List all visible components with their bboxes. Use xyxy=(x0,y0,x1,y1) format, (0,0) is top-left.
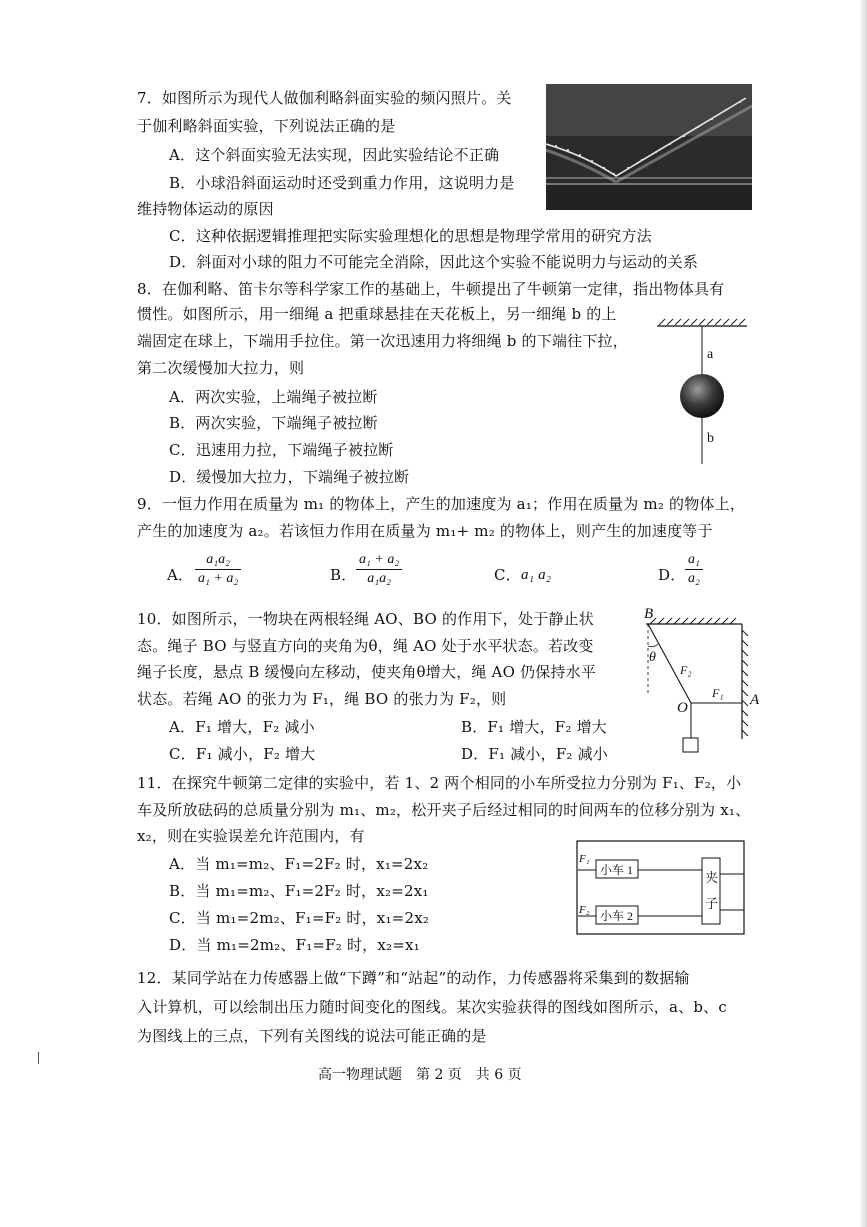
q8-option-d: D．缓慢加大拉力，下端绳子被拉断 xyxy=(169,468,410,486)
q8-option-c: C．迅速用力拉，下端绳子被拉断 xyxy=(169,441,394,459)
q8-option-a: A．两次实验，上端绳子被拉断 xyxy=(169,388,378,406)
rope-tension-diagram xyxy=(636,604,764,762)
q7-option-a: A．这个斜面实验无法实现，因此实验结论不正确 xyxy=(169,146,500,164)
q11-option-a: A．当 m₁=m₂、F₁=2F₂ 时，x₁=2x₂ xyxy=(169,855,429,873)
q10-option-c: C．F₁ 减小，F₂ 增大 xyxy=(169,745,316,763)
q9-line: 产生的加速度为 a₂。若该恒力作用在质量为 m₁+ m₂ 的物体上，则产生的加速度等于 xyxy=(137,522,713,540)
q11-line: 11．在探究牛顿第二定律的实验中，若 1、2 两个相同的小车所受拉力分别为 F₁、F₂，小 xyxy=(137,774,742,792)
q11-line: x₂，则在实验误差允许范围内，有 xyxy=(137,827,365,845)
q8-line: 端固定在球上，下端用手拉住。第一次迅速用力将细绳 b 的下端往下拉， xyxy=(137,332,628,350)
q9-a-numerator: a₁a₂ xyxy=(195,551,241,570)
cart-2-label: 小车 2 xyxy=(600,909,634,923)
q9-line: 9．一恒力作用在质量为 m₁ 的物体上，产生的加速度为 a₁；作用在质量为 m₂ 的物体上， xyxy=(137,495,746,513)
cart-force-f2-label: F₂ xyxy=(579,904,590,916)
q12-line: 12．某同学站在力传感器上做“下蹲”和“站起”的动作，力传感器将采集到的数据输 xyxy=(137,969,690,987)
clip-label-bottom: 子 xyxy=(705,896,719,911)
q7-option-b: B．小球沿斜面运动时还受到重力作用，这说明力是 xyxy=(169,174,515,192)
theta-label: θ xyxy=(649,650,656,665)
q9-option-d-label: D． xyxy=(658,566,686,584)
q9-option-b-fraction xyxy=(356,551,402,588)
rope-a-label: a xyxy=(707,347,714,362)
q7-option-d: D．斜面对小球的阻力不可能完全消除，因此这个实验不能说明力与运动的关系 xyxy=(169,253,699,271)
q8-option-b: B．两次实验，下端绳子被拉断 xyxy=(169,414,378,432)
q10-line: 10．如图所示，一物块在两根轻绳 AO、BO 的作用下，处于静止状 xyxy=(137,610,594,628)
q9-option-b-label: B． xyxy=(330,566,357,584)
q9-d-numerator: a₁ xyxy=(685,551,703,570)
point-o-label: O xyxy=(677,700,688,716)
q9-option-c: a₁ a₂ xyxy=(521,567,552,583)
q11-option-b: B．当 m₁=m₂、F₁=2F₂ 时，x₂=2x₁ xyxy=(169,882,429,900)
q8-line: 8．在伽利略、笛卡尔等科学家工作的基础上，牛顿提出了牛顿第一定律，指出物体具有 xyxy=(137,280,725,298)
q7-option-c: C．这种依据逻辑推理把实际实验理想化的思想是物理学常用的研究方法 xyxy=(169,227,652,245)
q11-option-d: D．当 m₁=2m₂、F₁=F₂ 时，x₂=x₁ xyxy=(169,936,420,954)
q7-option-b-cont: 维持物体运动的原因 xyxy=(137,200,274,218)
scan-edge-shadow xyxy=(859,0,867,1227)
galileo-strobe-photo xyxy=(546,84,752,210)
q10-line: 态。绳子 BO 与竖直方向的夹角为θ，绳 AO 处于水平状态。若改变 xyxy=(137,637,594,655)
q7-line: 于伽利略斜面实验，下列说法正确的是 xyxy=(137,117,396,135)
q9-option-d-fraction xyxy=(685,551,703,588)
scan-mark xyxy=(38,1052,39,1064)
q8-line: 第二次缓慢加大拉力，则 xyxy=(137,359,305,377)
hanging-ball-diagram xyxy=(655,316,755,466)
page-footer: 高一物理试题 第 2 页 共 6 页 xyxy=(318,1067,522,1083)
q9-a-denominator: a₁ + a₂ xyxy=(198,571,239,586)
q10-option-d: D．F₁ 减小，F₂ 减小 xyxy=(461,745,609,763)
q9-option-a-fraction xyxy=(195,551,241,588)
f1-label: F₁ xyxy=(712,686,724,700)
q9-d-denominator: a₂ xyxy=(688,571,700,586)
clip-label-top: 夹 xyxy=(705,870,719,885)
q9-b-numerator: a₁ + a₂ xyxy=(356,551,402,570)
point-b-label: B xyxy=(644,606,654,622)
q8-line: 惯性。如图所示，用一细绳 a 把重球悬挂在天花板上，另一细绳 b 的上 xyxy=(137,305,617,323)
q11-line: 车及所放砝码的总质量分别为 m₁、m₂，松开夹子后经过相同的时间两车的位移分别为 x₁、 xyxy=(137,801,751,819)
q9-b-denominator: a₁a₂ xyxy=(367,571,391,586)
q7-line: 7．如图所示为现代人做伽利略斜面实验的频闪照片。关 xyxy=(137,89,512,107)
q9-option-a-label: A． xyxy=(167,566,194,584)
q10-option-b: B．F₁ 增大，F₂ 增大 xyxy=(461,718,608,736)
f2-label: F₂ xyxy=(680,663,692,677)
cart-1-label: 小车 1 xyxy=(600,863,634,877)
q12-line: 入计算机，可以绘制出压力随时间变化的图线。某次实验获得的图线如图所示，a、b、c xyxy=(137,998,727,1016)
q10-line: 状态。若绳 AO 的张力为 F₁，绳 BO 的张力为 F₂，则 xyxy=(137,690,507,708)
q10-line: 绳子长度，悬点 B 缓慢向左移动，使夹角θ增大，绳 AO 仍保持水平 xyxy=(137,663,597,681)
q9-option-c-label: C． xyxy=(494,566,521,584)
cart-force-f1-label: F₁ xyxy=(579,853,590,865)
two-cart-apparatus-diagram xyxy=(576,840,746,936)
point-a-label: A xyxy=(750,692,760,708)
q10-option-a: A．F₁ 增大，F₂ 减小 xyxy=(169,718,315,736)
rope-b-label: b xyxy=(707,431,714,446)
q12-line: 为图线上的三点，下列有关图线的说法可能正确的是 xyxy=(137,1027,487,1045)
q11-option-c: C．当 m₁=2m₂、F₁=F₂ 时，x₁=2x₂ xyxy=(169,909,430,927)
